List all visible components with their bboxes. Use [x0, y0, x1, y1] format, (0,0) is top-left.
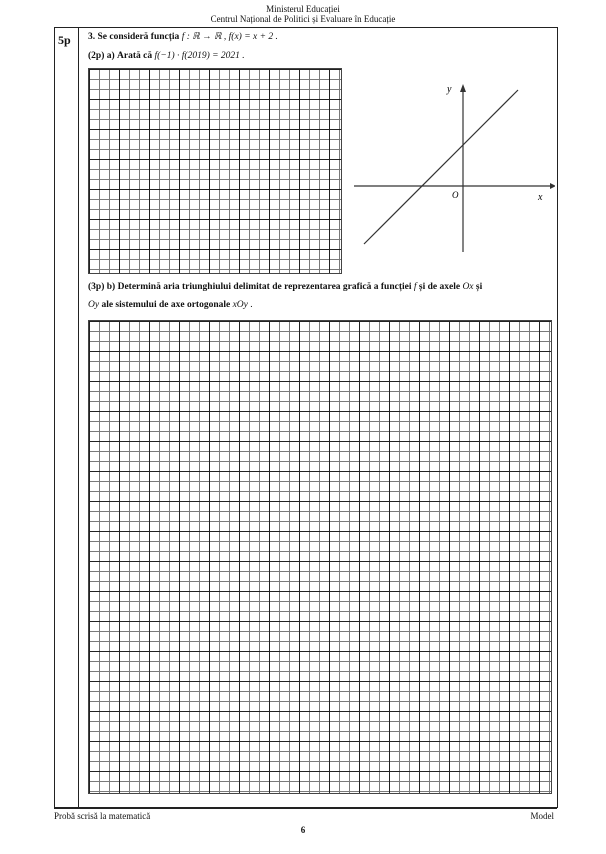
- y-axis-label: y: [447, 84, 452, 95]
- part-a-label: a): [106, 51, 115, 61]
- page-number: 6: [300, 825, 306, 835]
- part-b-end: .: [250, 300, 253, 310]
- function-definition: f : ℝ → ℝ , f(x) = x + 2 .: [181, 32, 278, 42]
- header-center: Centrul Național de Politici și Evaluare în Educație: [210, 14, 396, 24]
- problem-number: 3.: [88, 32, 96, 42]
- x-axis-arrow-icon: [550, 183, 555, 189]
- part-b-statement-line1: [88, 282, 482, 292]
- part-a-score: (2p): [88, 51, 105, 61]
- part-b-text1: Determină aria triunghiului delimitat de reprezentarea grafică a funcției: [117, 282, 412, 292]
- footer-left: Probă scrisă la matematică: [54, 811, 151, 821]
- header-ministry: Ministerul Educației: [266, 4, 340, 14]
- part-b-text3: ale sistemului de axe ortogonale: [101, 300, 231, 310]
- points-label: 5p: [58, 33, 71, 47]
- part-b-label: b): [106, 282, 116, 292]
- function-line: [364, 90, 518, 244]
- part-b-oy: Oy: [88, 300, 100, 310]
- problem-statement: [88, 31, 278, 42]
- footer-right: Model: [530, 811, 554, 821]
- part-a-text: Arată că: [117, 51, 153, 61]
- part-b-and: și: [475, 282, 483, 292]
- part-b-f: f: [413, 282, 417, 292]
- answer-grid-b[interactable]: [88, 320, 552, 794]
- function-graph: [350, 78, 555, 258]
- x-axis-label: x: [538, 192, 543, 203]
- y-axis-arrow-icon: [460, 84, 466, 92]
- part-a-statement: [88, 51, 245, 61]
- part-b-ox: Ox: [462, 282, 474, 292]
- part-b-xoy: xOy: [232, 300, 248, 310]
- part-a-expression: f(−1) · f(2019) = 2021 .: [154, 51, 245, 61]
- part-b-statement-line2: [88, 300, 253, 310]
- answer-grid-a[interactable]: [88, 68, 342, 274]
- problem-intro: Se consideră funcția: [97, 32, 180, 42]
- footer-divider: [54, 808, 557, 809]
- part-b-score: (3p): [88, 282, 105, 292]
- points-column: [54, 27, 79, 807]
- origin-label: O: [452, 190, 459, 200]
- part-b-text2: și de axele: [418, 282, 461, 292]
